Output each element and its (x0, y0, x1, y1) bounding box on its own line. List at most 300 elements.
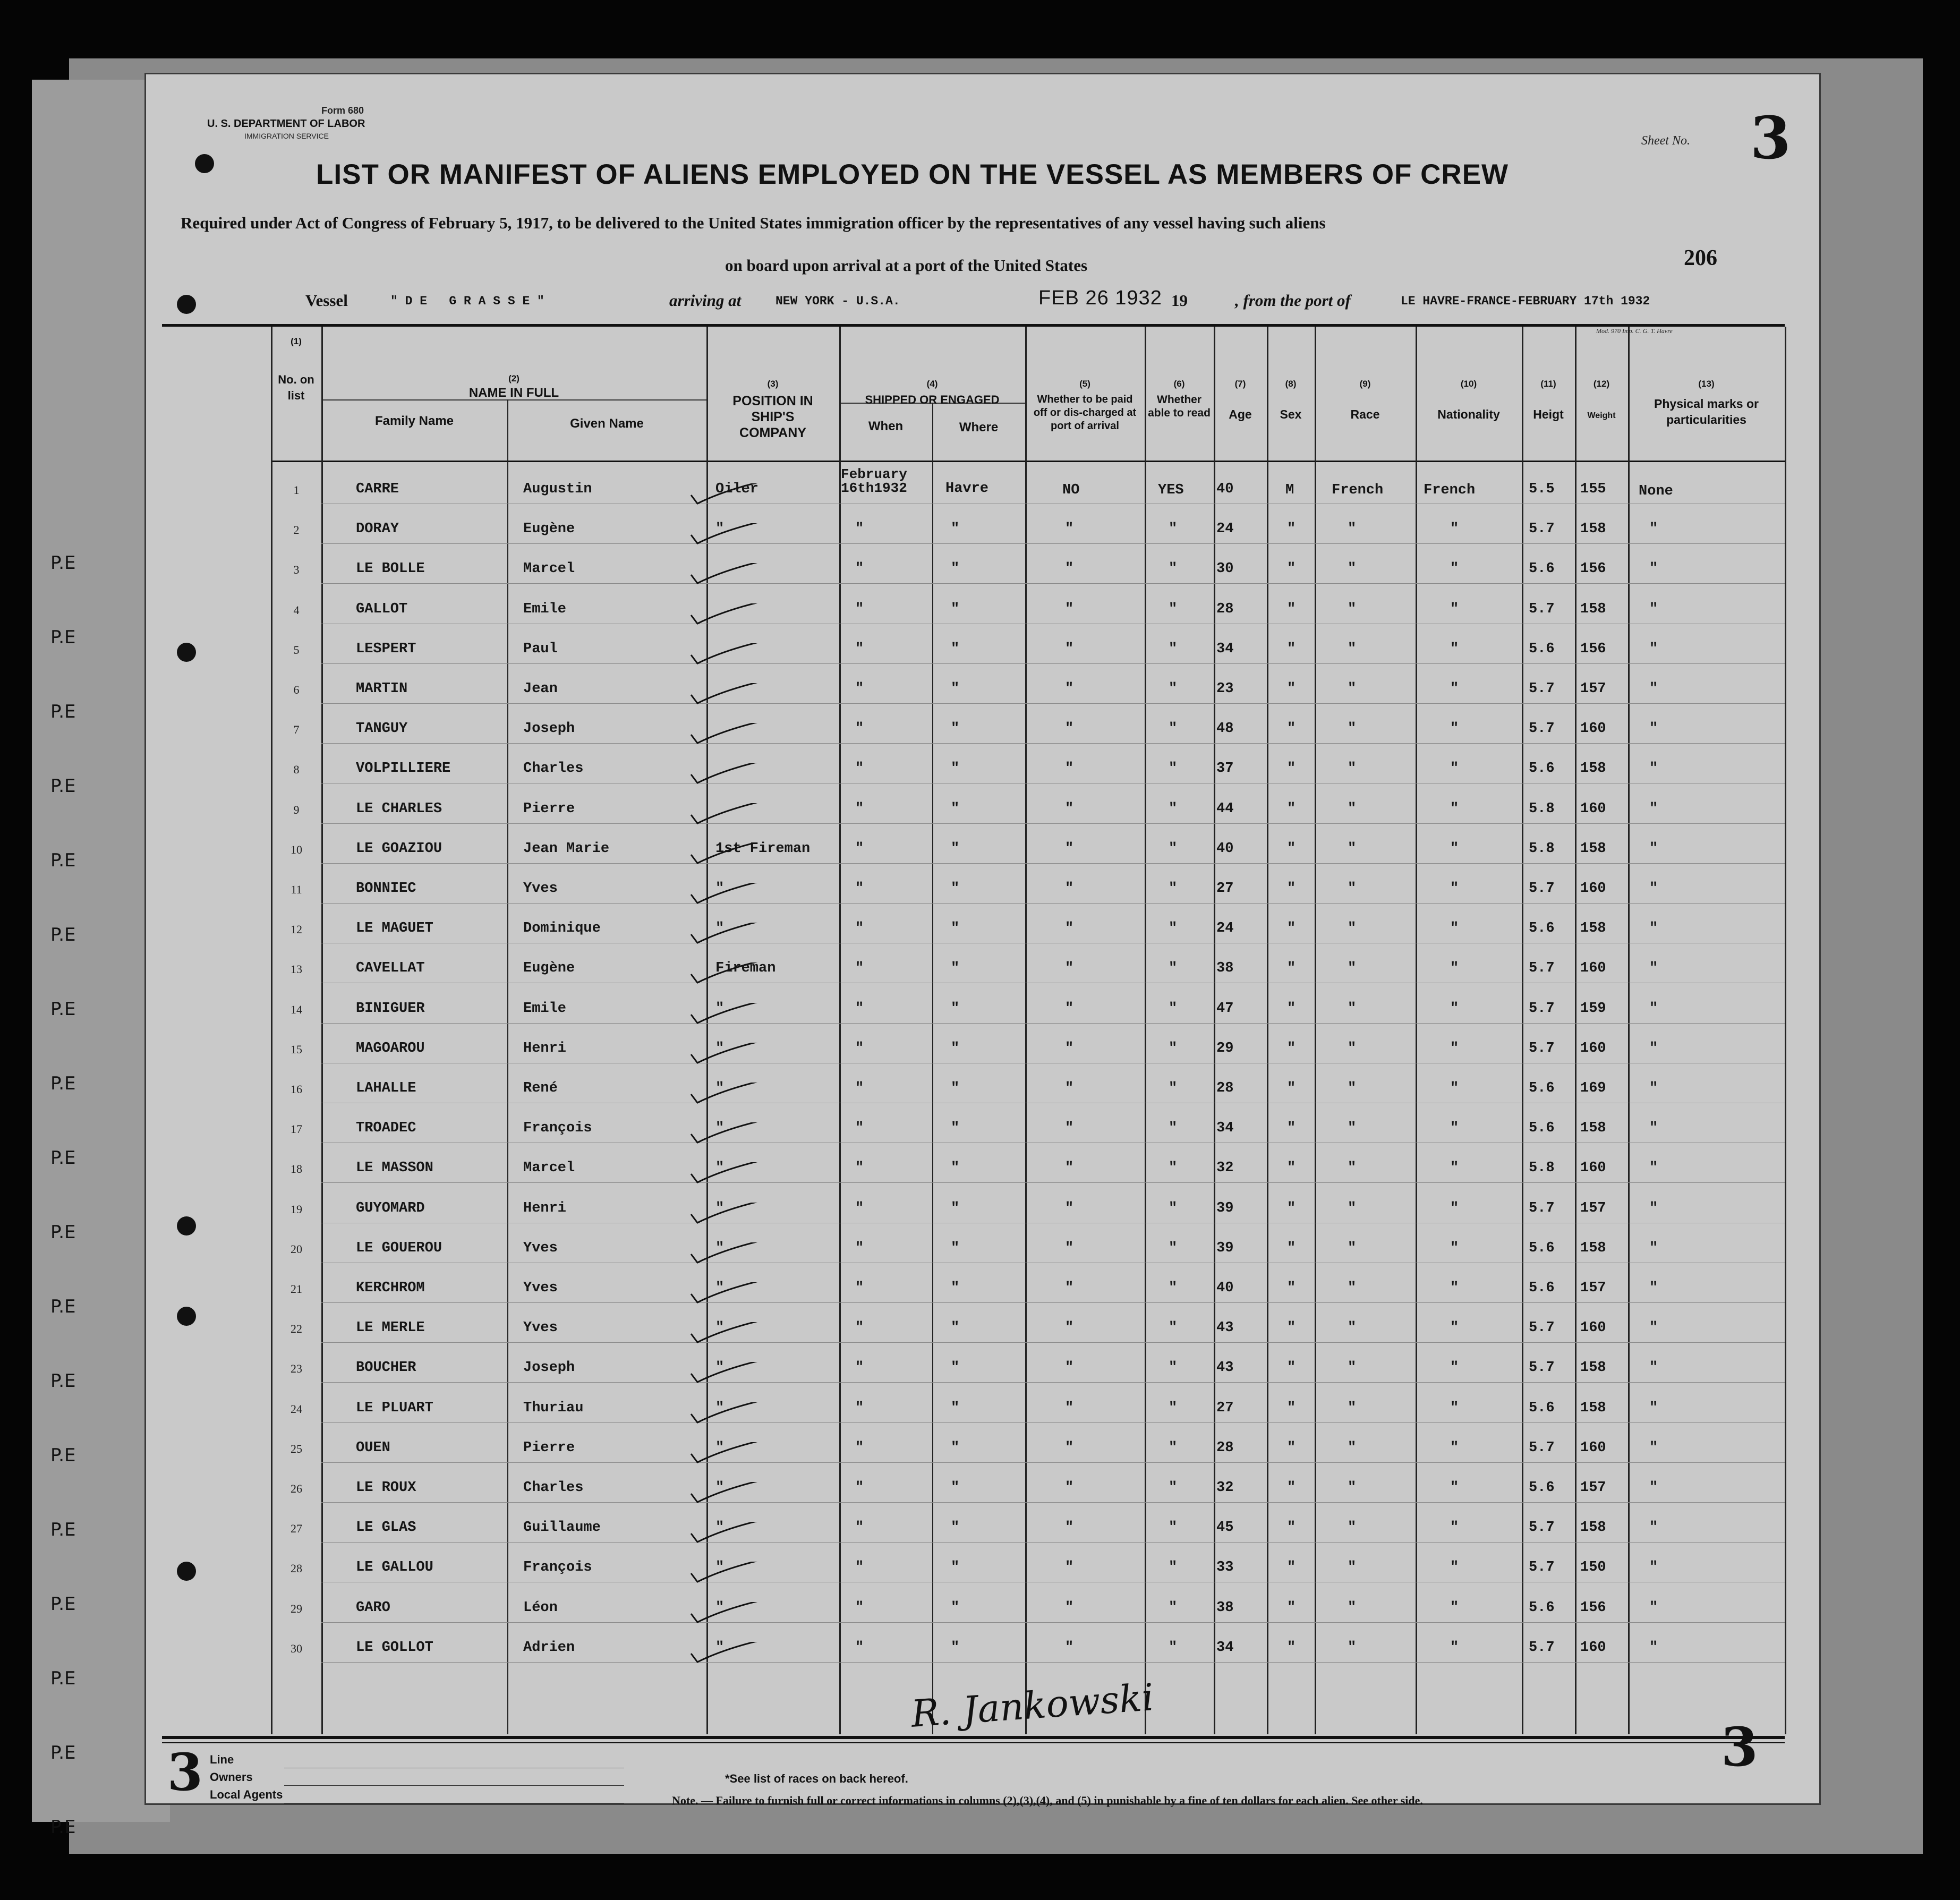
age: 39 (1216, 1200, 1234, 1216)
height: 5.6 (1529, 1240, 1555, 1256)
age: 40 (1216, 840, 1234, 857)
where-ditto: " (951, 1439, 960, 1456)
col4b-header: Where (959, 420, 999, 434)
marks-ditto: " (1649, 1200, 1658, 1216)
check-mark-icon (688, 683, 783, 704)
age: 38 (1216, 1599, 1234, 1616)
height: 5.7 (1529, 1360, 1555, 1376)
col1-header: No. on list (278, 373, 314, 402)
weight: 157 (1580, 1200, 1606, 1216)
where-ditto: " (951, 1200, 960, 1216)
weight: 158 (1580, 761, 1606, 777)
sex-ditto: " (1287, 1439, 1296, 1456)
marks-ditto: " (1649, 601, 1658, 617)
read-ditto: " (1169, 1000, 1178, 1017)
paid-off-ditto: " (1065, 1639, 1074, 1656)
position: " (715, 1599, 725, 1616)
given-name: Emile (523, 1000, 567, 1017)
department-label: U. S. DEPARTMENT OF LABOR (207, 118, 365, 130)
race-ditto: " (1348, 1240, 1357, 1256)
col8-header: Sex (1280, 407, 1302, 421)
vessel-name: " D E G R A S S E " (390, 294, 544, 308)
height: 5.7 (1529, 1320, 1555, 1336)
marks-ditto: " (1649, 881, 1658, 897)
sex-ditto: " (1287, 1599, 1296, 1616)
marks-ditto: " (1649, 1280, 1658, 1296)
check-mark-icon (688, 962, 783, 984)
col-rule (1575, 327, 1576, 1734)
row-rule (321, 1182, 1785, 1183)
age: 38 (1216, 960, 1234, 977)
weight: 160 (1580, 1040, 1606, 1056)
family-name: LE GALLOU (356, 1560, 433, 1576)
row-number: 2 (293, 523, 300, 537)
height: 5.6 (1529, 561, 1555, 577)
sex-ditto: " (1287, 721, 1296, 737)
row-rule (321, 1422, 1785, 1423)
check-mark-icon (688, 643, 783, 664)
row-number: 15 (291, 1042, 302, 1056)
weight: 159 (1580, 1000, 1606, 1017)
height: 5.7 (1529, 960, 1555, 977)
family-name: LESPERT (356, 641, 416, 657)
check-mark-icon (688, 1482, 783, 1503)
where-ditto: " (951, 840, 960, 857)
nationality-ditto: " (1450, 1320, 1459, 1336)
given-name: Henri (523, 1040, 567, 1056)
sex-ditto: " (1287, 1320, 1296, 1336)
weight: 150 (1580, 1560, 1606, 1576)
position: Oiler (715, 481, 759, 497)
height: 5.5 (1529, 481, 1555, 497)
nationality-ditto: " (1450, 1240, 1459, 1256)
check-mark-icon (688, 763, 783, 784)
col4-num: (4) (926, 379, 938, 389)
when-ditto: " (855, 1040, 864, 1056)
height: 5.7 (1529, 721, 1555, 737)
when-ditto: " (855, 921, 864, 937)
check-mark-icon (688, 1402, 783, 1424)
row1-nationality: French (1424, 482, 1476, 498)
row-rule (321, 1622, 1785, 1623)
where-ditto: " (951, 1120, 960, 1137)
row-number: 27 (291, 1522, 302, 1536)
check-mark-icon (688, 1439, 783, 1463)
height: 5.6 (1529, 1599, 1555, 1616)
from-port-label: , from the port of (1235, 291, 1351, 310)
check-mark-icon (688, 1599, 783, 1623)
row1-where: Havre (945, 481, 989, 497)
race-ditto: " (1348, 1080, 1357, 1096)
sex-ditto: " (1287, 1120, 1296, 1137)
col13-num: (13) (1698, 379, 1715, 389)
paid-off-ditto: " (1065, 521, 1074, 538)
position: " (715, 521, 725, 538)
marks-ditto: " (1649, 921, 1658, 937)
footer-races-note: *See list of races on back hereof. (725, 1772, 908, 1785)
weight: 158 (1580, 1120, 1606, 1137)
marks-ditto: " (1649, 1000, 1658, 1017)
read-ditto: " (1169, 921, 1178, 937)
margin-note: P.E (50, 552, 76, 574)
age: 37 (1216, 761, 1234, 777)
paid-off-ditto: " (1065, 1200, 1074, 1216)
family-name: LE BOLLE (356, 561, 425, 577)
given-name: Eugène (523, 521, 575, 538)
margin-note: P.E (50, 999, 76, 1020)
row-number: 22 (291, 1322, 302, 1336)
row-number: 8 (293, 763, 300, 777)
sex-ditto: " (1287, 840, 1296, 857)
paid-off-ditto: " (1065, 1360, 1074, 1376)
paid-off-ditto: " (1065, 721, 1074, 737)
read-ditto: " (1169, 521, 1178, 538)
paid-off-ditto: " (1065, 761, 1074, 777)
col10-num: (10) (1460, 379, 1477, 389)
when-ditto: " (855, 1439, 864, 1456)
row-rule (321, 1023, 1785, 1024)
manifest-subtitle: Required under Act of Congress of February 5, 1917, to be delivered to the United States immigration officer by the representatives of any vessel having such aliens (181, 214, 1326, 232)
weight: 158 (1580, 521, 1606, 538)
weight: 160 (1580, 881, 1606, 897)
position: " (715, 1639, 725, 1656)
margin-note: P.E (50, 1296, 76, 1317)
weight: 156 (1580, 561, 1606, 577)
given-name: Thuriau (523, 1400, 584, 1416)
col8-num: (8) (1285, 379, 1297, 389)
margin-note: P.E (50, 1519, 76, 1540)
sheet-number: 3 (1750, 104, 1791, 172)
height: 5.7 (1529, 1560, 1555, 1576)
where-ditto: " (951, 800, 960, 817)
paid-off-ditto: " (1065, 960, 1074, 977)
col2-num: (2) (508, 373, 519, 384)
marks-ditto: " (1649, 1360, 1658, 1376)
manifest-subtitle-2: on board upon arrival at a port of the United States (725, 256, 1088, 275)
binder-hole (177, 295, 196, 314)
sex-ditto: " (1287, 1400, 1296, 1416)
footer-sheet-left: 3 (167, 1742, 203, 1802)
where-ditto: " (951, 1480, 960, 1496)
from-port: LE HAVRE-FRANCE-FEBRUARY 17th 1932 (1401, 294, 1650, 308)
margin-note: P.E (50, 850, 76, 871)
check-mark-icon (688, 1083, 783, 1104)
position: " (715, 1360, 725, 1376)
margin-note: P.E (50, 1073, 76, 1094)
row1-marks: None (1639, 483, 1673, 499)
position: " (715, 1000, 725, 1017)
paid-off-ditto: " (1065, 1520, 1074, 1536)
weight: 156 (1580, 641, 1606, 657)
given-name: Joseph (523, 1360, 575, 1376)
given-name: Henri (523, 1200, 567, 1216)
race-ditto: " (1348, 1599, 1357, 1616)
col3-num: (3) (767, 379, 779, 389)
marks-ditto: " (1649, 641, 1658, 657)
arriving-label: arriving at (669, 291, 742, 310)
family-name: MAGOAROU (356, 1040, 425, 1056)
marks-ditto: " (1649, 1160, 1658, 1177)
col7-num: (7) (1234, 379, 1246, 389)
marks-ditto: " (1649, 1599, 1658, 1616)
position: " (715, 1080, 725, 1096)
row-number: 21 (291, 1282, 302, 1296)
row1-read: YES (1158, 482, 1184, 498)
marks-ditto: " (1649, 761, 1658, 777)
when-ditto: " (855, 1160, 864, 1177)
paid-off-ditto: " (1065, 1320, 1074, 1336)
arrival-date-stamp: FEB 26 1932 (1038, 287, 1162, 309)
row1-paid-off: NO (1062, 482, 1080, 498)
binder-hole (177, 1562, 196, 1581)
col-rule (1522, 327, 1523, 1734)
age: 48 (1216, 721, 1234, 737)
check-mark-icon (688, 1639, 783, 1663)
nationality-ditto: " (1450, 561, 1459, 577)
height: 5.8 (1529, 840, 1555, 857)
height: 5.6 (1529, 1480, 1555, 1496)
height: 5.6 (1529, 1120, 1555, 1137)
weight: 169 (1580, 1080, 1606, 1096)
marks-ditto: " (1649, 1639, 1658, 1656)
read-ditto: " (1169, 721, 1178, 737)
where-ditto: " (951, 1040, 960, 1056)
paid-off-ditto: " (1065, 1599, 1074, 1616)
given-name: François (523, 1560, 592, 1576)
col-rule (1267, 327, 1268, 1734)
weight: 160 (1580, 1439, 1606, 1456)
weight: 158 (1580, 1240, 1606, 1256)
read-ditto: " (1169, 1560, 1178, 1576)
height: 5.7 (1529, 1520, 1555, 1536)
footer-sheet-right: 3 (1721, 1716, 1758, 1778)
nationality-ditto: " (1450, 1280, 1459, 1296)
row-rule (321, 583, 1785, 584)
paid-off-ditto: " (1065, 1160, 1074, 1177)
row-number: 10 (291, 842, 302, 856)
nationality-ditto: " (1450, 1040, 1459, 1056)
given-name: Yves (523, 881, 558, 897)
read-ditto: " (1169, 761, 1178, 777)
row-number: 12 (291, 923, 302, 936)
row-number: 6 (293, 683, 300, 696)
footer-note: Note. — Failure to furnish full or correct informations in columns (2),(3),(4), and (5) in punishable by a fine of ten dollars for each alien. See other side. (672, 1794, 1423, 1807)
row-number: 3 (293, 563, 300, 577)
position: " (715, 921, 725, 937)
height: 5.7 (1529, 1200, 1555, 1216)
given-name: René (523, 1080, 558, 1096)
read-ditto: " (1169, 1160, 1178, 1177)
given-name: François (523, 1120, 592, 1137)
family-name: LE MERLE (356, 1320, 425, 1336)
margin-note: P.E (50, 1742, 76, 1763)
col-rule (1315, 327, 1316, 1734)
col-rule (839, 327, 841, 1734)
col2-header: NAME IN FULL (468, 386, 559, 400)
age: 29 (1216, 1040, 1234, 1056)
weight: 160 (1580, 1639, 1606, 1656)
when-ditto: " (855, 1560, 864, 1576)
race-ditto: " (1348, 1160, 1357, 1177)
footer-owners-label: Owners (210, 1770, 253, 1784)
margin-note: P.E (50, 627, 76, 648)
row-number: 26 (291, 1482, 302, 1495)
race-ditto: " (1348, 1439, 1357, 1456)
height: 5.7 (1529, 521, 1555, 538)
given-name: Augustin (523, 481, 592, 497)
row-rule (321, 863, 1785, 864)
race-ditto: " (1348, 641, 1357, 657)
family-name: GARO (356, 1599, 390, 1616)
position: " (715, 1240, 725, 1256)
when-ditto: " (855, 800, 864, 817)
family-name: LE MASSON (356, 1160, 433, 1177)
col-rule (1628, 327, 1630, 1734)
given-name: Pierre (523, 1439, 575, 1456)
col-rule (321, 327, 323, 1734)
margin-note: P.E (50, 1370, 76, 1392)
age: 30 (1216, 561, 1234, 577)
marks-ditto: " (1649, 1400, 1658, 1416)
col-rule (1214, 327, 1215, 1734)
nationality-ditto: " (1450, 1160, 1459, 1177)
where-ditto: " (951, 521, 960, 538)
given-name: Marcel (523, 561, 575, 577)
footer-rule (162, 1736, 1785, 1739)
race-ditto: " (1348, 721, 1357, 737)
read-ditto: " (1169, 800, 1178, 817)
race-ditto: " (1348, 1520, 1357, 1536)
family-name: LE CHARLES (356, 800, 442, 817)
marks-ditto: " (1649, 1080, 1658, 1096)
family-name: OUEN (356, 1439, 390, 1456)
sex-ditto: " (1287, 1200, 1296, 1216)
when-ditto: " (855, 521, 864, 538)
marks-ditto: " (1649, 1520, 1658, 1536)
given-name: Paul (523, 641, 558, 657)
col7-header: Age (1229, 407, 1252, 421)
check-mark-icon (688, 883, 783, 904)
where-ditto: " (951, 1560, 960, 1576)
col2b-header: Given Name (570, 416, 644, 431)
when-ditto: " (855, 601, 864, 617)
paid-off-ditto: " (1065, 1080, 1074, 1096)
service-label: IMMIGRATION SERVICE (244, 132, 329, 140)
family-name: TROADEC (356, 1120, 416, 1137)
row-number: 20 (291, 1242, 302, 1256)
position: " (715, 1320, 725, 1336)
family-name: LE MAGUET (356, 921, 433, 937)
col12-num: (12) (1593, 379, 1610, 389)
read-ditto: " (1169, 1520, 1178, 1536)
nationality-ditto: " (1450, 1639, 1459, 1656)
race-ditto: " (1348, 1320, 1357, 1336)
row-number: 25 (291, 1442, 302, 1455)
row-number: 28 (291, 1562, 302, 1575)
row-rule (321, 703, 1785, 704)
row-number: 14 (291, 1002, 302, 1016)
col3-header: POSITION IN SHIP'S COMPANY (732, 394, 813, 440)
nationality-ditto: " (1450, 681, 1459, 697)
race-ditto: " (1348, 1480, 1357, 1496)
row-number: 23 (291, 1362, 302, 1376)
paid-off-ditto: " (1065, 1400, 1074, 1416)
when-ditto: " (855, 881, 864, 897)
nationality-ditto: " (1450, 1599, 1459, 1616)
marks-ditto: " (1649, 1480, 1658, 1496)
weight: 157 (1580, 1480, 1606, 1496)
weight: 160 (1580, 960, 1606, 977)
read-ditto: " (1169, 561, 1178, 577)
read-ditto: " (1169, 641, 1178, 657)
reference-number: 206 (1684, 246, 1717, 270)
when-ditto: " (855, 840, 864, 857)
read-ditto: " (1169, 1599, 1178, 1616)
check-mark-icon (688, 1282, 783, 1303)
marks-ditto: " (1649, 521, 1658, 538)
race-ditto: " (1348, 1560, 1357, 1576)
nationality-ditto: " (1450, 1520, 1459, 1536)
sex-ditto: " (1287, 921, 1296, 937)
weight: 158 (1580, 840, 1606, 857)
age: 33 (1216, 1560, 1234, 1576)
margin-note: P.E (50, 1222, 76, 1243)
nationality-ditto: " (1450, 881, 1459, 897)
height: 5.6 (1529, 1400, 1555, 1416)
read-ditto: " (1169, 681, 1178, 697)
sex-ditto: " (1287, 1639, 1296, 1656)
given-name: Yves (523, 1280, 558, 1296)
col12-header: Weight (1587, 411, 1616, 420)
paid-off-ditto: " (1065, 1040, 1074, 1056)
when-ditto: " (855, 561, 864, 577)
check-mark-icon (688, 523, 783, 544)
when-ditto: " (855, 1520, 864, 1536)
read-ditto: " (1169, 881, 1178, 897)
position: " (715, 1200, 725, 1216)
weight: 157 (1580, 681, 1606, 697)
read-ditto: " (1169, 1200, 1178, 1216)
when-ditto: " (855, 1400, 864, 1416)
col6-header: Whether able to read (1148, 394, 1211, 419)
family-name: MARTIN (356, 681, 408, 697)
row-number: 30 (291, 1641, 302, 1655)
sex-ditto: " (1287, 1080, 1296, 1096)
col-rule (1416, 327, 1417, 1734)
paid-off-ditto: " (1065, 1480, 1074, 1496)
check-mark-icon (688, 483, 783, 505)
family-name: BOUCHER (356, 1360, 416, 1376)
read-ditto: " (1169, 1400, 1178, 1416)
sex-ditto: " (1287, 1560, 1296, 1576)
read-ditto: " (1169, 1120, 1178, 1137)
when-ditto: " (855, 1480, 864, 1496)
mod-note: Mod. 970 Imp. C. G. T. Havre (1596, 327, 1673, 335)
marks-ditto: " (1649, 1439, 1658, 1456)
family-name: BONNIEC (356, 881, 416, 897)
race-ditto: " (1348, 681, 1357, 697)
where-ditto: " (951, 960, 960, 977)
year-label: 19 (1171, 291, 1188, 310)
age: 23 (1216, 681, 1234, 697)
paid-off-ditto: " (1065, 1280, 1074, 1296)
marks-ditto: " (1649, 681, 1658, 697)
nationality-ditto: " (1450, 1400, 1459, 1416)
margin-note: P.E (50, 1445, 76, 1466)
row-rule (321, 1662, 1785, 1663)
read-ditto: " (1169, 1080, 1178, 1096)
col-rule (932, 403, 933, 1734)
